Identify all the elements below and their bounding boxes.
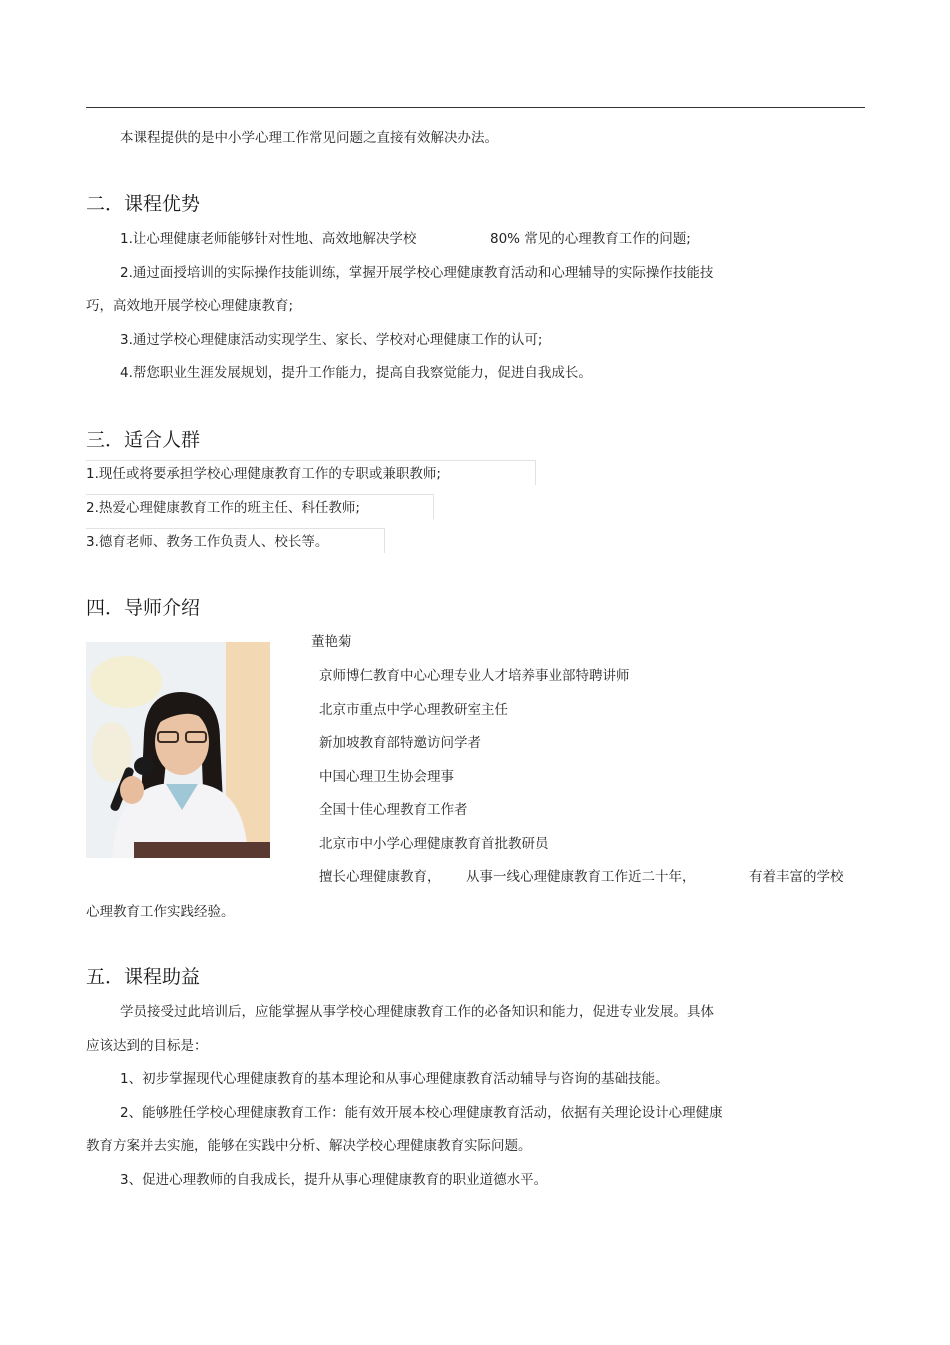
advantage-item: 2.通过面授培训的实际操作技能训练，掌握开展学校心理健康教育活动和心理辅导的实际操作技能技: [120, 265, 714, 281]
benefit-item: 3、促进心理教师的自我成长，提升从事心理健康教育的职业道德水平。: [120, 1172, 548, 1188]
benefit-item: 教育方案并去实施，能够在实践中分析、解决学校心理健康教育实际问题。: [86, 1138, 532, 1154]
benefit-item: 2、能够胜任学校心理健康教育工作：能有效开展本校心理健康教育活动，依据有关理论设计心理健康: [120, 1105, 723, 1121]
benefit-item: 1、初步掌握现代心理健康教育的基本理论和从事心理健康教育活动辅导与咨询的基础技能。: [120, 1071, 669, 1087]
benefit-intro: 应该达到的目标是：: [86, 1038, 208, 1054]
section-3-heading: 三．适合人群: [86, 429, 201, 451]
benefit-intro: 学员接受过此培训后，应能掌握从事学校心理健康教育工作的必备知识和能力，促进专业发展。具体: [120, 1004, 714, 1020]
advantage-item: 80% 常见的心理教育工作的问题;: [490, 231, 691, 247]
advantage-item: 3.通过学校心理健康活动实现学生、家长、学校对心理健康工作的认可;: [120, 332, 543, 348]
instructor-credential: 北京市重点中学心理教研室主任: [319, 702, 508, 718]
instructor-summary: 从事一线心理健康教育工作近二十年，: [466, 869, 696, 885]
advantage-item: 1.让心理健康老师能够针对性地、高效地解决学校: [120, 231, 417, 247]
advantage-item: 4.帮您职业生涯发展规划，提升工作能力，提高自我察觉能力，促进自我成长。: [120, 365, 592, 381]
instructor-credential: 全国十佳心理教育工作者: [319, 802, 468, 818]
instructor-credential: 北京市中小学心理健康教育首批教研员: [319, 836, 549, 852]
instructor-summary: 心理教育工作实践经验。: [86, 904, 235, 920]
audience-item: 2.热爱心理健康教育工作的班主任、科任教师;: [86, 500, 360, 516]
section-2-heading: 二．课程优势: [86, 193, 201, 215]
advantage-item: 巧，高效地开展学校心理健康教育;: [86, 298, 294, 314]
instructor-credential: 新加坡教育部特邀访问学者: [319, 735, 481, 751]
instructor-name: 董艳菊: [311, 634, 352, 650]
instructor-photo: [86, 642, 270, 858]
section-5-heading: 五．课程助益: [86, 966, 201, 988]
instructor-summary: 擅长心理健康教育，: [319, 869, 441, 885]
section-4-heading: 四．导师介绍: [86, 597, 201, 619]
audience-item: 1.现任或将要承担学校心理健康教育工作的专职或兼职教师;: [86, 466, 441, 482]
instructor-portrait-illustration: [86, 642, 270, 858]
instructor-summary: 有着丰富的学校: [749, 869, 844, 885]
instructor-credential: 中国心理卫生协会理事: [319, 769, 454, 785]
audience-item: 3.德育老师、教务工作负责人、校长等。: [86, 534, 329, 550]
header-rule: [86, 107, 865, 108]
intro-text: 本课程提供的是中小学心理工作常见问题之直接有效解决办法。: [120, 130, 498, 146]
instructor-credential: 京师博仁教育中心心理专业人才培养事业部特聘讲师: [319, 668, 630, 684]
